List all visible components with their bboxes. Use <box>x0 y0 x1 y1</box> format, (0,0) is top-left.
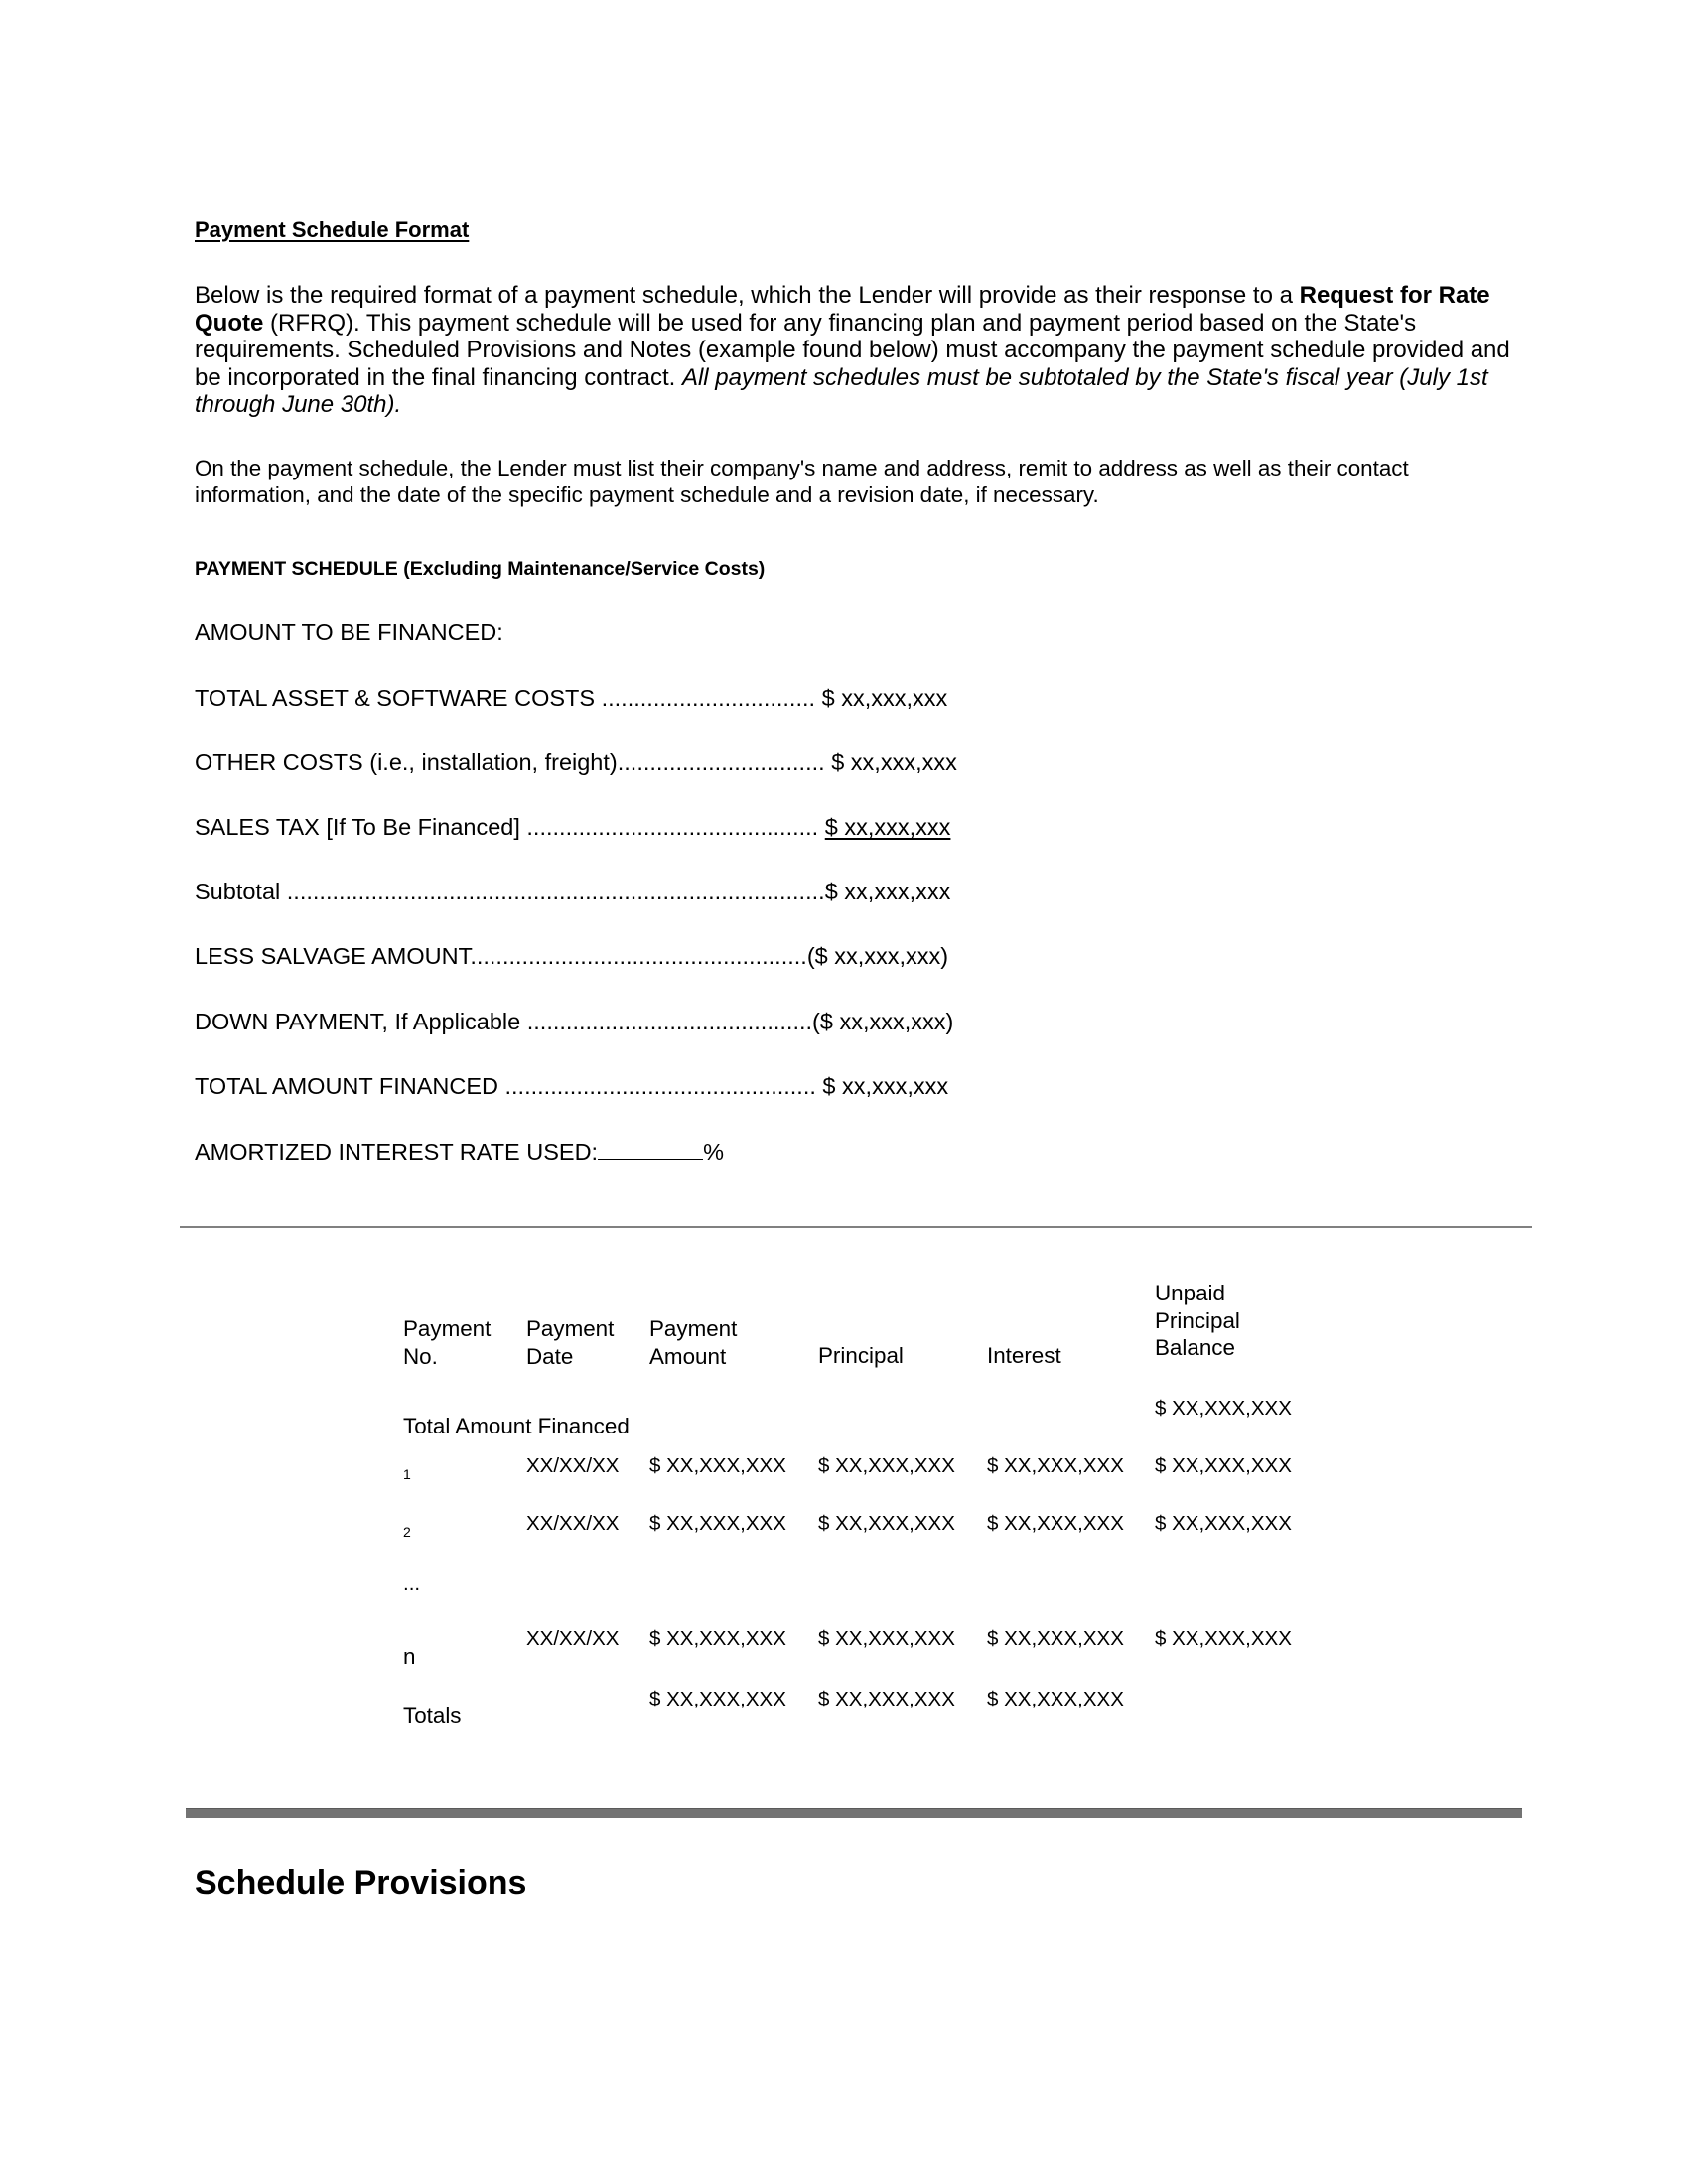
line-label: SALES TAX [If To Be Financed] <box>195 814 527 840</box>
table-cell-total-amount: $ XX,XXX,XXX <box>649 1688 786 1710</box>
page-title: Payment Schedule Format <box>195 217 470 242</box>
table-cell-date: XX/XX/XX <box>526 1454 620 1477</box>
table-row-total-financed-label: Total Amount Financed <box>403 1414 630 1438</box>
payment-schedule-heading: PAYMENT SCHEDULE (Excluding Maintenance/Service Costs) <box>195 558 766 580</box>
table-cell-principal: $ XX,XXX,XXX <box>818 1512 955 1535</box>
table-row-total-financed-balance: $ XX,XXX,XXX <box>1155 1397 1292 1420</box>
header-line: No. <box>403 1343 438 1369</box>
percent-sign: % <box>703 1139 724 1164</box>
line-amount: ($ xx,xxx,xxx) <box>806 943 949 969</box>
table-cell-interest: $ XX,XXX,XXX <box>987 1454 1124 1477</box>
table-cell-no: 1 <box>403 1466 411 1482</box>
table-header-principal: Principal <box>818 1343 904 1368</box>
financing-line-subtotal <box>195 879 950 905</box>
dot-leader: ............................................. <box>526 814 819 840</box>
table-cell-principal: $ XX,XXX,XXX <box>818 1627 955 1650</box>
table-header-payment-date <box>526 1315 614 1370</box>
line-label: LESS SALVAGE AMOUNT <box>195 943 471 969</box>
amount-to-be-financed-label: AMOUNT TO BE FINANCED: <box>195 619 503 645</box>
interest-rate-label: AMORTIZED INTEREST RATE USED: <box>195 1139 599 1164</box>
line-amount: $ xx,xxx,xxx <box>824 814 951 840</box>
dot-leader: ................................................................................... <box>286 879 825 904</box>
intro-paragraph <box>195 282 1515 419</box>
table-cell-principal: $ XX,XXX,XXX <box>818 1454 955 1477</box>
financing-line-asset-costs <box>195 685 947 712</box>
table-header-payment-amount <box>649 1315 737 1370</box>
dot-leader: ................................. <box>601 685 816 711</box>
section-divider <box>186 1808 1522 1818</box>
line-label: TOTAL ASSET & SOFTWARE COSTS <box>195 685 602 711</box>
table-cell-no: n <box>403 1644 416 1669</box>
intro-text-continued: (RFRQ). This payment schedule will be used for any financing plan and payment period based on the State's requirements. Scheduled Provisions and Notes (example found below) must accompany the payment schedule provided and be incorporated in the final financing contract. <box>195 309 1510 391</box>
dot-leader: ................................ <box>617 750 825 775</box>
table-row-totals-label: Totals <box>403 1704 462 1728</box>
line-amount: $ xx,xxx,xxx <box>815 1073 949 1099</box>
header-line: Amount <box>649 1343 727 1369</box>
horizontal-divider <box>180 1226 1532 1228</box>
fiscal-year-italic-text: All payment schedules must be subtotaled by the State's fiscal year (July 1st through June 30th). <box>195 363 1488 418</box>
table-cell-total-principal: $ XX,XXX,XXX <box>818 1688 955 1710</box>
table-cell-interest: $ XX,XXX,XXX <box>987 1512 1124 1535</box>
rfrq-bold-text: Request for Rate Quote <box>195 282 1490 337</box>
table-cell-amount: $ XX,XXX,XXX <box>649 1627 786 1650</box>
line-amount: $ xx,xxx,xxx <box>815 685 948 711</box>
line-label: TOTAL AMOUNT FINANCED <box>195 1073 505 1099</box>
table-cell-date: XX/XX/XX <box>526 1627 620 1650</box>
financing-line-total-financed <box>195 1073 948 1100</box>
financing-line-sales-tax <box>195 814 950 841</box>
table-row-ellipsis: ... <box>403 1572 421 1595</box>
table-cell-date: XX/XX/XX <box>526 1512 620 1535</box>
intro-text: Below is the required format of a payment schedule, which the Lender will provide as their response to a <box>195 282 1300 309</box>
schedule-provisions-heading: Schedule Provisions <box>195 1864 527 1902</box>
dot-leader: .................................................... <box>470 943 807 969</box>
header-line: Unpaid <box>1155 1281 1225 1305</box>
line-label: DOWN PAYMENT, If Applicable <box>195 1009 527 1034</box>
table-cell-balance: $ XX,XXX,XXX <box>1155 1512 1292 1535</box>
table-cell-total-interest: $ XX,XXX,XXX <box>987 1688 1124 1710</box>
lender-info-paragraph: On the payment schedule, the Lender must list their company's name and address, remit to address as well as their contact information, and the date of the specific payment schedule and a revision date, if necessary. <box>195 456 1409 507</box>
header-line: Balance <box>1155 1335 1235 1360</box>
line-amount: $ xx,xxx,xxx <box>824 879 951 904</box>
line-label: OTHER COSTS (i.e., installation, freight) <box>195 750 618 775</box>
table-cell-interest: $ XX,XXX,XXX <box>987 1627 1124 1650</box>
table-cell-amount: $ XX,XXX,XXX <box>649 1454 786 1477</box>
header-line: Date <box>526 1343 574 1369</box>
interest-rate-line <box>195 1139 724 1165</box>
financing-line-down-payment <box>195 1009 953 1035</box>
table-cell-no: 2 <box>403 1524 411 1540</box>
table-header-unpaid-balance <box>1155 1280 1240 1362</box>
dot-leader: ................................................ <box>504 1073 816 1099</box>
header-line: Payment <box>526 1316 615 1341</box>
interest-rate-blank <box>598 1139 703 1160</box>
header-line: Payment <box>649 1316 738 1341</box>
financing-line-salvage <box>195 943 948 970</box>
dot-leader: ............................................ <box>526 1009 813 1034</box>
table-header-interest: Interest <box>987 1343 1061 1368</box>
line-amount: ($ xx,xxx,xxx) <box>812 1009 954 1034</box>
table-cell-balance: $ XX,XXX,XXX <box>1155 1627 1292 1650</box>
line-amount: $ xx,xxx,xxx <box>824 750 957 775</box>
financing-line-other-costs <box>195 750 957 776</box>
header-line: Principal <box>1155 1307 1240 1333</box>
header-line: Payment <box>403 1316 492 1341</box>
table-header-payment-no <box>403 1315 491 1370</box>
table-cell-balance: $ XX,XXX,XXX <box>1155 1454 1292 1477</box>
table-cell-amount: $ XX,XXX,XXX <box>649 1512 786 1535</box>
line-label: Subtotal <box>195 879 287 904</box>
